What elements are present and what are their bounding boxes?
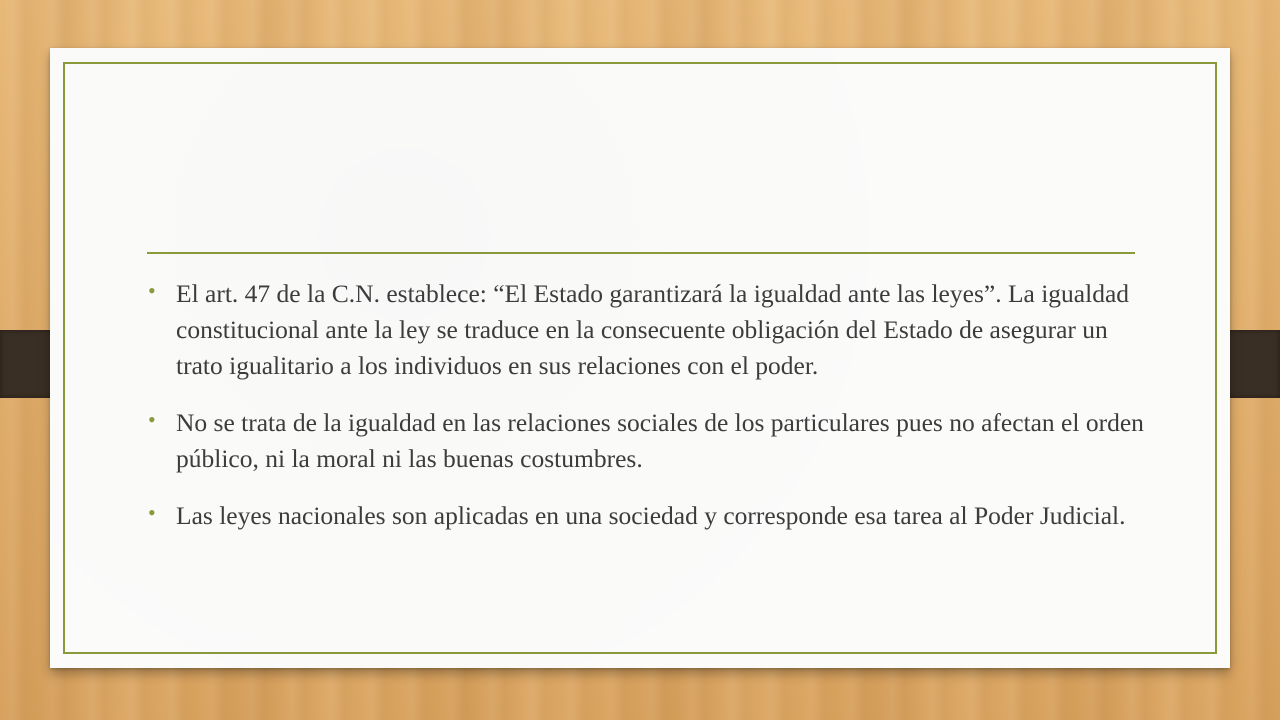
bullet-icon: •: [148, 407, 156, 432]
bullet-text: Las leyes nacionales son aplicadas en una sociedad y corresponde esa tarea al Poder Judicial.: [176, 501, 1126, 530]
bullet-icon: •: [148, 278, 156, 303]
bullet-icon: •: [148, 500, 156, 525]
slide-card: [50, 48, 1230, 668]
title-divider-rule: [147, 252, 1135, 254]
bullet-text: No se trata de la igualdad en las relaciones sociales de los particulares pues no afectan el orden público, ni la moral ni las buenas costumbres.: [176, 408, 1144, 473]
bullet-text: El art. 47 de la C.N. establece: “El Estado garantizará la igualdad ante las leyes”. La igualdad constitucional ante la ley se traduce en la consecuente obligación del Estado de asegurar un trato igualitario a los individuos en sus relaciones con el poder.: [176, 279, 1130, 380]
bullet-item: [148, 276, 1148, 384]
bullet-list: [148, 276, 1148, 555]
bullet-item: [148, 498, 1148, 534]
bullet-item: [148, 405, 1148, 477]
